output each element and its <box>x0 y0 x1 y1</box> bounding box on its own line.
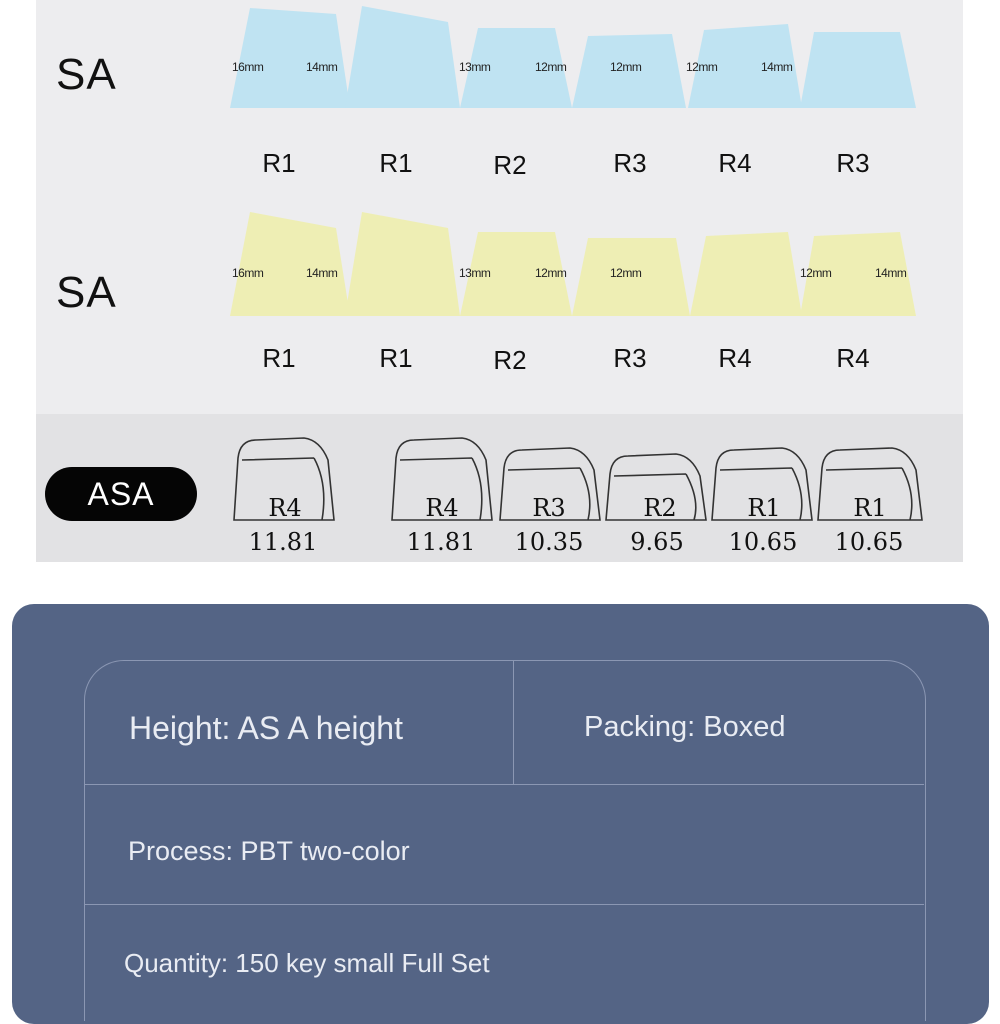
yellow-mm-label: 12mm <box>800 266 832 280</box>
asa-label-badge: ASA <box>45 467 197 521</box>
blue-mm-label: 13mm <box>459 60 491 74</box>
yellow-row-label: R4 <box>718 343 752 373</box>
sa-yellow-keycaps <box>230 212 916 316</box>
sa-yellow-label: SA <box>56 268 117 317</box>
spec-divider <box>84 904 924 905</box>
asa-row-label: R3 <box>532 494 566 522</box>
blue-mm-label: 14mm <box>306 60 338 74</box>
sa-yellow-keycap <box>690 232 802 316</box>
blue-row-label: R3 <box>836 148 870 178</box>
asa-row-label: R1 <box>853 494 887 522</box>
asa-height-value: 10.65 <box>834 528 904 556</box>
yellow-mm-label: 12mm <box>610 266 642 280</box>
spec-height: Height: AS A height <box>129 710 403 746</box>
asa-height-value: 10.35 <box>514 528 584 556</box>
yellow-mm-label: 14mm <box>306 266 338 280</box>
yellow-mm-label: 16mm <box>232 266 264 280</box>
asa-row-label: R4 <box>425 494 459 522</box>
asa-row-label: R4 <box>268 494 302 522</box>
spec-quantity: Quantity: 150 key small Full Set <box>124 948 490 978</box>
sa-blue-keycap <box>230 8 350 108</box>
asa-row-label: R2 <box>643 494 677 522</box>
sa-blue-keycaps <box>230 6 916 108</box>
asa-height-value: 11.81 <box>406 528 476 556</box>
spec-divider <box>84 784 924 785</box>
blue-row-label: R1 <box>262 148 296 178</box>
blue-mm-label: 16mm <box>232 60 264 74</box>
sa-yellow-keycap <box>345 212 460 316</box>
blue-row-label: R2 <box>493 150 527 180</box>
sa-blue-keycap <box>345 6 460 108</box>
asa-height-value: 11.81 <box>248 528 318 556</box>
asa-height-value: 9.65 <box>630 528 684 556</box>
yellow-mm-label: 13mm <box>459 266 491 280</box>
blue-row-label: R1 <box>379 148 413 178</box>
blue-mm-label: 12mm <box>610 60 642 74</box>
yellow-row-label: R3 <box>613 343 647 373</box>
asa-height-value: 10.65 <box>728 528 798 556</box>
spec-packing: Packing: Boxed <box>584 711 786 743</box>
sa-blue-label: SA <box>56 50 117 99</box>
sa-yellow-keycap <box>230 212 350 316</box>
asa-row-label: R1 <box>747 494 781 522</box>
yellow-row-label: R1 <box>379 343 413 373</box>
yellow-row-label: R1 <box>262 343 296 373</box>
yellow-row-label: R4 <box>836 343 870 373</box>
yellow-mm-label: 12mm <box>535 266 567 280</box>
blue-row-label: R3 <box>613 148 647 178</box>
blue-row-label: R4 <box>718 148 752 178</box>
blue-mm-label: 12mm <box>686 60 718 74</box>
spec-process: Process: PBT two-color <box>128 836 410 866</box>
yellow-row-label: R2 <box>493 345 527 375</box>
blue-mm-label: 14mm <box>761 60 793 74</box>
blue-mm-label: 12mm <box>535 60 567 74</box>
spec-column-divider <box>513 660 514 784</box>
sa-blue-keycap <box>800 32 916 108</box>
yellow-mm-label: 14mm <box>875 266 907 280</box>
